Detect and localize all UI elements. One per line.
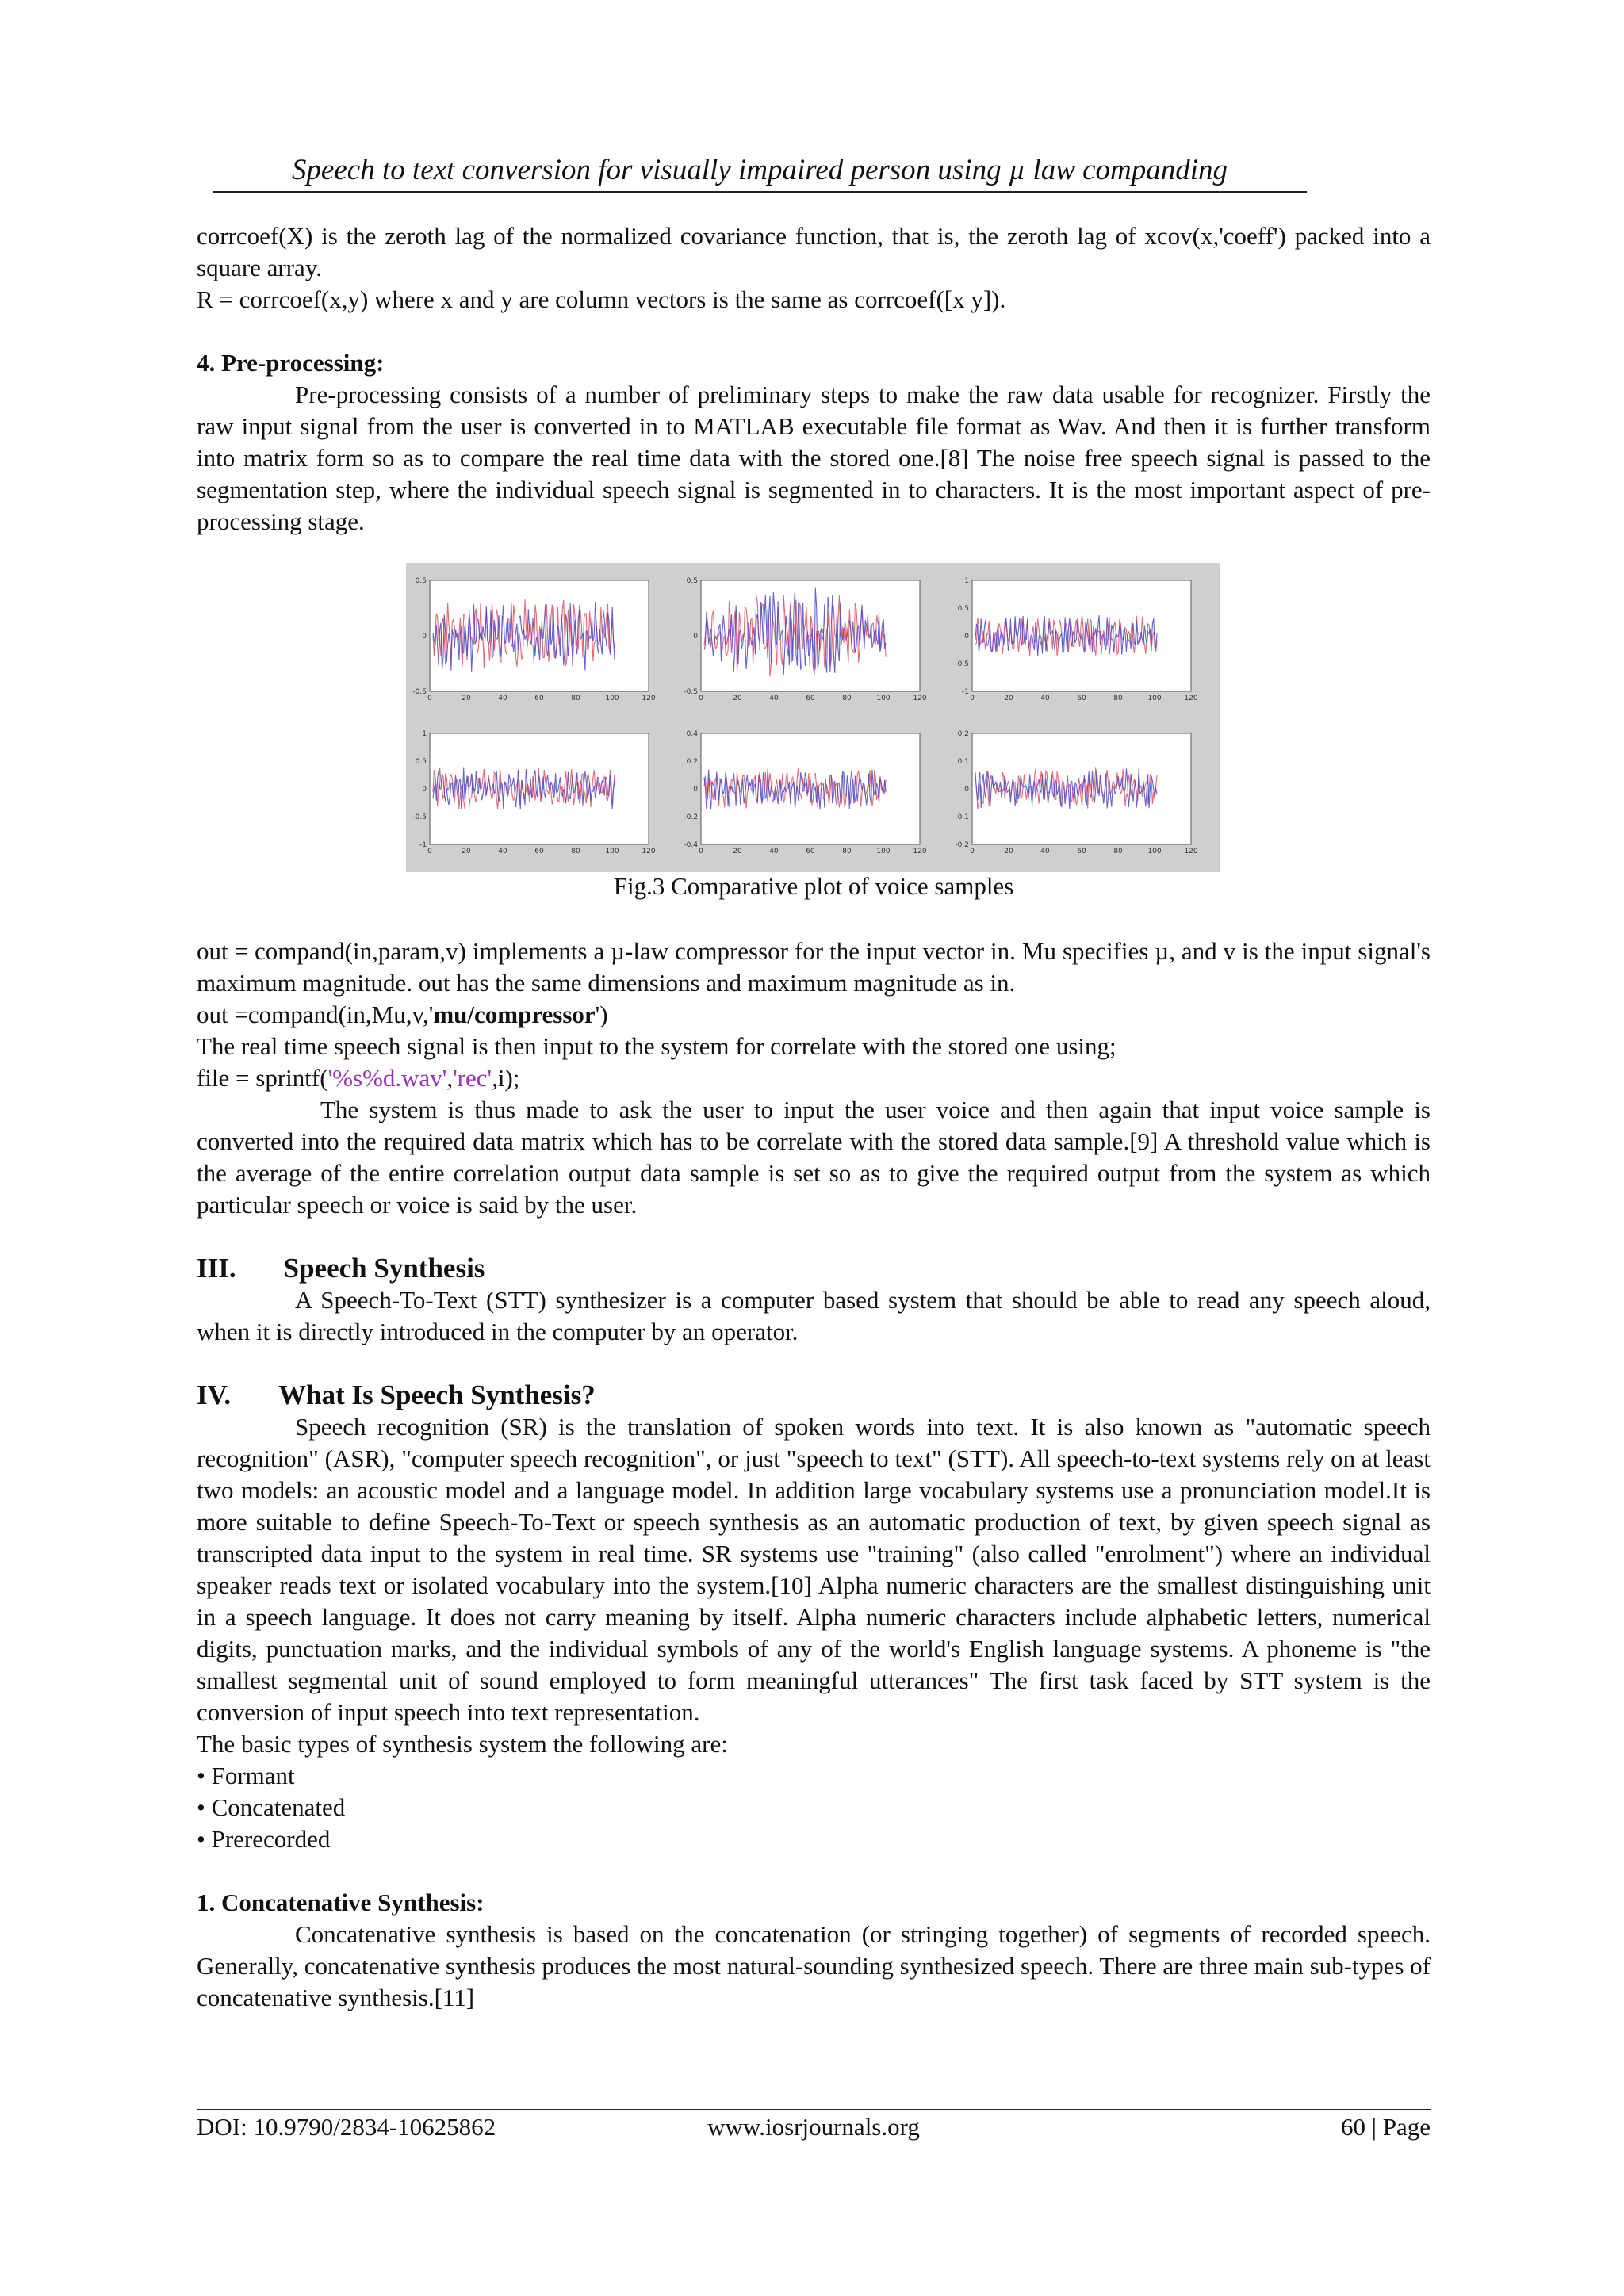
footer-rule [197,2109,1431,2110]
concatenative-heading: 1. Concatenative Synthesis: [197,1888,485,1916]
realtime-signal-line: The real time speech signal is then input to the system for correlate with the stored one using; [197,1032,1116,1060]
x-tick-label: 60 [534,848,544,855]
y-tick-label: -0.1 [955,813,969,821]
y-tick-label: 0.4 [686,730,698,738]
section-4-heading [197,1380,1431,1411]
x-tick-label: 100 [1147,695,1162,702]
x-tick-label: 40 [769,848,779,855]
list-item: • Concatenated [197,1792,1431,1823]
subplot-6 [955,730,1197,855]
sprintf-suffix: ,i); [492,1064,520,1092]
x-tick-label: 0 [427,695,432,702]
sprintf-rec-string: 'rec' [453,1064,492,1092]
y-tick-label: 0 [422,633,427,641]
section-4-title: What Is Speech Synthesis? [278,1380,596,1410]
sprintf-format-string: '%s%d.wav' [327,1064,447,1092]
x-tick-label: 20 [1004,695,1013,702]
preprocessing-heading: 4. Pre-processing: [197,349,385,377]
x-tick-label: 40 [1040,848,1050,855]
x-tick-label: 100 [1147,848,1162,855]
subplot-2 [684,577,926,702]
section-4-paragraph: Speech recognition (SR) is the translation of spoken words into text. It is also known as "automatic speech recognition" (ASR), "computer speech recognition", or just "speech to text" (STT). All speech-to-text systems rely on at least two models: an acoustic model and a language model. In addition large vocabulary systems use a pronunciation model.It is more suitable to define Speech-To-Text or speech synthesis as an automatic production of text, by given speech signal as transcripted data input to the system in real time. SR systems use "training" (also called "enrolment") where an individual speaker reads text or isolated vocabulary into the system.[10] Alpha numeric characters are the smallest distinguishing unit in a speech language. It does not carry meaning by itself. Alpha numeric characters include alphabetic letters, numerical digits, punctuation marks, and the individual symbols of any of the world's English language systems. A phoneme is "the smallest segmental unit of sound employed to form meaningful utterances" The first task faced by STT system is the conversion of input speech into text representation. [197,1413,1431,1726]
section-3-number: III. [197,1253,236,1284]
footer-site: www.iosrjournals.org [707,2113,920,2141]
intro-paragraph-2: R = corrcoef(x,y) where x and y are column vectors is the same as corrcoef([x y]). [197,285,1006,313]
intro-block [197,220,1431,538]
x-tick-label: 100 [605,848,619,855]
x-tick-label: 40 [498,695,508,702]
synthesis-types-list [197,1760,1431,1855]
y-tick-label: 0 [964,786,969,794]
y-tick-label: -0.2 [684,813,698,821]
subplot-3 [955,577,1197,702]
x-tick-label: 100 [876,848,891,855]
x-tick-label: 40 [1040,695,1050,702]
y-tick-label: -0.5 [684,688,698,696]
y-tick-label: 0 [693,786,698,794]
y-tick-label: 0.5 [957,605,969,613]
y-tick-label: 0 [693,633,698,641]
y-tick-label: 0.5 [415,758,427,766]
code-suffix: ') [595,1001,608,1028]
x-tick-label: 20 [462,695,471,702]
sprintf-comma: , [446,1064,454,1092]
x-tick-label: 0 [699,695,703,702]
y-tick-label: 0.5 [415,577,427,585]
x-tick-label: 120 [642,848,656,855]
subplot-1 [412,577,655,702]
x-tick-label: 120 [913,848,927,855]
running-header: Speech to text conversion for visually impaired person using µ law companding [291,154,1228,186]
y-tick-label: 0.2 [686,758,698,766]
x-tick-label: 60 [534,695,544,702]
x-tick-label: 60 [1077,695,1086,702]
y-tick-label: 0 [964,633,969,641]
intro-paragraph-1: corrcoef(X) is the zeroth lag of the normalized covariance function, that is, the zeroth lag of xcov(x,'coeff') packed into a square array. [197,222,1431,281]
footer-doi: DOI: 10.9790/2834-10625862 [197,2113,496,2141]
x-tick-label: 100 [876,695,891,702]
synthesis-types-intro: The basic types of synthesis system the following are: [197,1730,728,1758]
x-tick-label: 60 [806,848,815,855]
x-tick-label: 60 [1077,848,1086,855]
y-tick-label: 0.2 [957,730,969,738]
y-tick-label: -0.5 [955,660,969,668]
y-tick-label: 0.1 [957,758,969,766]
compand-code-line [197,999,1431,1031]
subplot-5 [684,730,926,855]
code-prefix: out =compand(in,Mu,v,' [197,1001,434,1028]
list-item: • Prerecorded [197,1823,1431,1855]
code-bold-arg: mu/compressor [433,1001,596,1028]
x-tick-label: 0 [427,848,432,855]
compand-description: out = compand(in,param,v) implements a µ-law compressor for the input vector in. Mu specifies µ, and v is the input signal's maximum magnitude. out has the same dimensions and maximum magnitude as in. [197,937,1431,997]
x-tick-label: 80 [842,848,852,855]
y-tick-label: -0.2 [955,841,969,849]
y-tick-label: 1 [422,730,427,738]
sprintf-code-line [197,1062,1431,1094]
x-tick-label: 0 [970,848,975,855]
y-tick-label: 0.5 [686,577,698,585]
section-3-heading [197,1253,1431,1284]
system-paragraph: The system is thus made to ask the user to input the user voice and then again that input voice sample is converted into the required data matrix which has to be correlate with the stored data sample.[9] A threshold value which is the average of the entire correlation output data sample is set so as to give the required output from the system as which particular speech or voice is said by the user. [197,1096,1431,1219]
x-tick-label: 80 [571,695,580,702]
x-tick-label: 0 [970,695,975,702]
x-tick-label: 80 [842,695,852,702]
y-tick-label: 1 [964,577,969,585]
y-tick-label: -0.5 [412,688,427,696]
x-tick-label: 40 [498,848,508,855]
sprintf-prefix: file = sprintf( [197,1064,328,1092]
y-tick-label: -0.4 [684,841,698,849]
main-block [197,936,1431,2014]
x-tick-label: 20 [733,848,742,855]
x-tick-label: 20 [1004,848,1013,855]
x-tick-label: 120 [913,695,927,702]
list-item: • Formant [197,1760,1431,1792]
voice-samples-plot-grid [406,563,1220,872]
x-tick-label: 120 [1184,695,1198,702]
figure-caption: Fig.3 Comparative plot of voice samples [613,872,1014,900]
x-tick-label: 120 [1184,848,1198,855]
x-tick-label: 60 [806,695,815,702]
figure-voice-samples [406,563,1220,872]
x-tick-label: 20 [462,848,471,855]
header-rule [213,191,1307,193]
x-tick-label: 40 [769,695,779,702]
x-tick-label: 80 [1113,695,1123,702]
subplot-4 [412,730,655,855]
x-tick-label: 20 [733,695,742,702]
footer-page-number: 60 | Page [1341,2113,1431,2141]
y-tick-label: -1 [962,688,969,696]
concatenative-paragraph: Concatenative synthesis is based on the concatenation (or stringing together) of segments of recorded speech. Generally, concatenative synthesis produces the most natural-sounding synthesized speech. There are three main sub-types of concatenative synthesis.[11] [197,1920,1431,2011]
x-tick-label: 80 [1113,848,1123,855]
section-4-number: IV. [197,1380,232,1410]
y-tick-label: -1 [419,841,427,849]
y-tick-label: 0 [422,786,427,794]
x-tick-label: 100 [605,695,619,702]
y-tick-label: -0.5 [412,813,427,821]
x-tick-label: 0 [699,848,703,855]
x-tick-label: 80 [571,848,580,855]
x-tick-label: 120 [642,695,656,702]
section-3-title: Speech Synthesis [283,1253,485,1284]
preprocessing-paragraph: Pre-processing consists of a number of preliminary steps to make the raw data usable for recognizer. Firstly the raw input signal from the user is converted in to MATLAB executable file format as Wav. And then it is further transform into matrix form so as to compare the real time data with the stored one.[8] The noise free speech signal is passed to the segmentation step, where the individual speech signal is segmented in to characters. It is the most important aspect of pre-processing stage. [197,381,1431,535]
section-3-paragraph: A Speech-To-Text (STT) synthesizer is a computer based system that should be able to read any speech aloud, when it is directly introduced in the computer by an operator. [197,1286,1431,1345]
